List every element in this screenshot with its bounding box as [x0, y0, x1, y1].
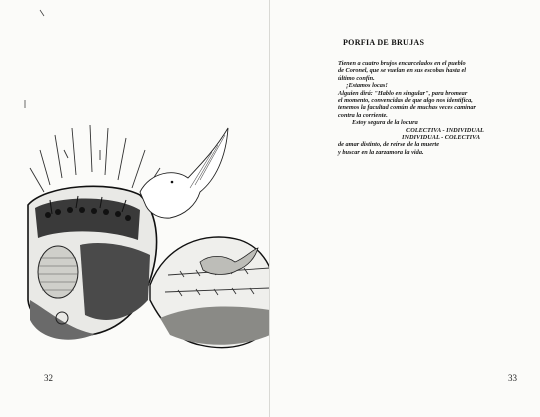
poem-line: Alguien dirá: "Hablo en singular", para bromear: [338, 89, 468, 97]
foliage: [80, 243, 150, 320]
poem-line: tenemos la facultad común de muchas veces caminar: [338, 104, 476, 112]
poem-line: Tienen a cuatro brujos encarcelados en el pueblo: [338, 60, 466, 67]
poem-line: último confín.: [338, 74, 375, 82]
dove: [140, 128, 228, 218]
poem-line: de Coronel, que se vuelan en sus escobas hasta el: [338, 67, 467, 75]
poem-line: y buscar en la zarzamora la vida.: [338, 148, 424, 156]
page-number-right: 33: [508, 373, 517, 383]
poem-line: Estoy segura de la locura: [352, 119, 418, 127]
poem-title: PORFIA DE BRUJAS: [343, 38, 425, 47]
poem-body: [338, 60, 528, 156]
poem-line: INDIVIDUAL - COLECTIVA: [402, 134, 481, 142]
page-number-left: 32: [44, 373, 53, 383]
poem-line: ¡Estamos locas!: [346, 82, 388, 90]
poem-line: COLECTIVA - INDIVIDUAL: [406, 126, 484, 134]
poem-line: contra la corriente.: [338, 111, 388, 119]
poem-line: el momento, convencidas de que algo nos identifica,: [338, 97, 473, 105]
poem-line: de amar distinto, de reírse de la muerte: [338, 141, 440, 149]
margin-marks: [25, 10, 44, 108]
sun-rays: [30, 125, 160, 196]
dove-eye: [171, 181, 174, 184]
